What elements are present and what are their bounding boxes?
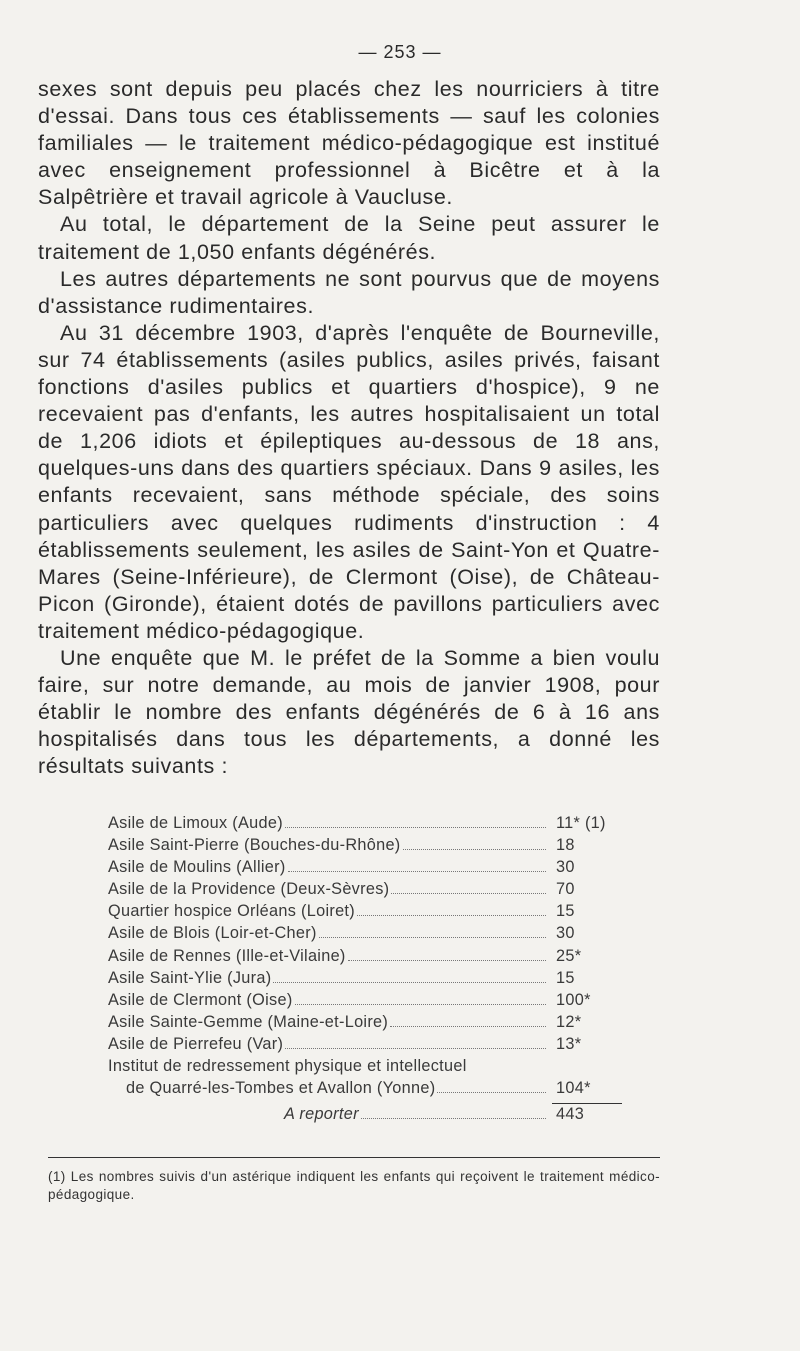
row-label: Asile de Limoux (Aude) [108,814,283,832]
row-value: 13* [556,1034,582,1053]
row-value: 11* (1) [556,814,606,832]
row-label: Asile Sainte-Gemme (Maine-et-Loire) [108,1012,389,1031]
row-value: 104* [556,1079,591,1098]
table-row [108,922,628,944]
table-row [108,900,628,922]
row-value: 18 [556,836,575,855]
paragraph: sexes sont depuis peu placés chez les nourriciers à titre d'essai. Dans tous ces établissements — sauf les colonies familiales — le traitement médico-pédagogique est institué avec enseignement professionnel à Bicêtre et à la Salpêtrière et travail agricole à Vaucluse. [38,77,660,210]
row-label: Asile de la Providence (Deux-Sèvres) [108,880,390,899]
row-label: Institut de redressement physique et intellectuel [108,1057,467,1076]
table-row [108,1033,628,1055]
total-row [108,1103,628,1125]
row-value: 30 [556,924,575,943]
paragraph: Au total, le département de la Seine peut assurer le traitement de 1,050 enfants dégénérés. [38,212,660,264]
table-row [108,989,628,1011]
body-text [38,76,660,780]
table-row [108,1077,628,1099]
row-label: de Quarré-les-Tombes et Avallon (Yonne) [126,1079,436,1098]
row-label: Asile de Moulins (Allier) [108,858,286,877]
footnote: (1) Les nombres suivis d'un astérique indiquent les enfants qui reçoivent le traitement médico-pédagogique. [48,1169,660,1202]
table-row [108,878,628,900]
total-value: 443 [556,1105,585,1124]
row-value: 15 [556,902,575,921]
row-label: Asile de Clermont (Oise) [108,990,293,1009]
paragraph: Une enquête que M. le préfet de la Somme a bien voulu faire, sur notre demande, au mois de janvier 1908, pour établir le nombre des enfants dégénérés de 6 à 16 ans hospitalisés dans tous les départements, a donné les résultats suivants : [38,645,660,779]
row-value: 30 [556,858,575,877]
sum-rule [552,1103,622,1104]
row-value: 70 [556,880,575,899]
row-label: Asile Saint-Ylie (Jura) [108,968,272,987]
table-row [108,856,628,878]
row-label: Asile Saint-Pierre (Bouches-du-Rhône) [108,836,401,855]
total-label: A reporter [284,1105,359,1124]
table-row [108,1055,628,1077]
paragraph: Au 31 décembre 1903, d'après l'enquête de Bourneville, sur 74 établissements (asiles publics, asiles privés, faisant fonctions d'asiles publics et quartiers d'hospice), 9 ne recevaient pas d'enfants, les autres hospitalisaient un total de 1,206 idiots et épileptiques au-dessous de 18 ans, quelques-uns dans des quartiers spéciaux. Dans 9 asiles, les enfants recevaient, sans méthode spéciale, des soins particuliers avec quelques rudiments d'instruction : 4 établissements seulement, les asiles de Saint-Yon et Quatre-Mares (Seine-Inférieure), de Clermont (Oise), de Château-Picon (Gironde), étaient dotés de pavillons particuliers avec traitement médico-pédagogique. [38,320,660,643]
hospitalization-table [108,812,628,1125]
table-row [108,967,628,989]
row-value: 15 [556,968,575,987]
row-value: 25* [556,946,582,965]
row-value: 12* [556,1012,582,1031]
paragraph: Les autres départements ne sont pourvus que de moyens d'assistance rudimentaires. [38,266,660,318]
table-row [108,1011,628,1033]
row-label: Quartier hospice Orléans (Loiret) [108,902,355,921]
row-label: Asile de Pierrefeu (Var) [108,1034,284,1053]
page-number: — 253 — [358,42,442,62]
row-value: 100* [556,990,591,1009]
table-row [108,834,628,856]
footnote-rule [48,1157,660,1158]
row-label: Asile de Blois (Loir-et-Cher) [108,924,317,943]
table-row [108,945,628,967]
table-row [108,812,628,834]
row-label: Asile de Rennes (Ille-et-Vilaine) [108,946,346,965]
